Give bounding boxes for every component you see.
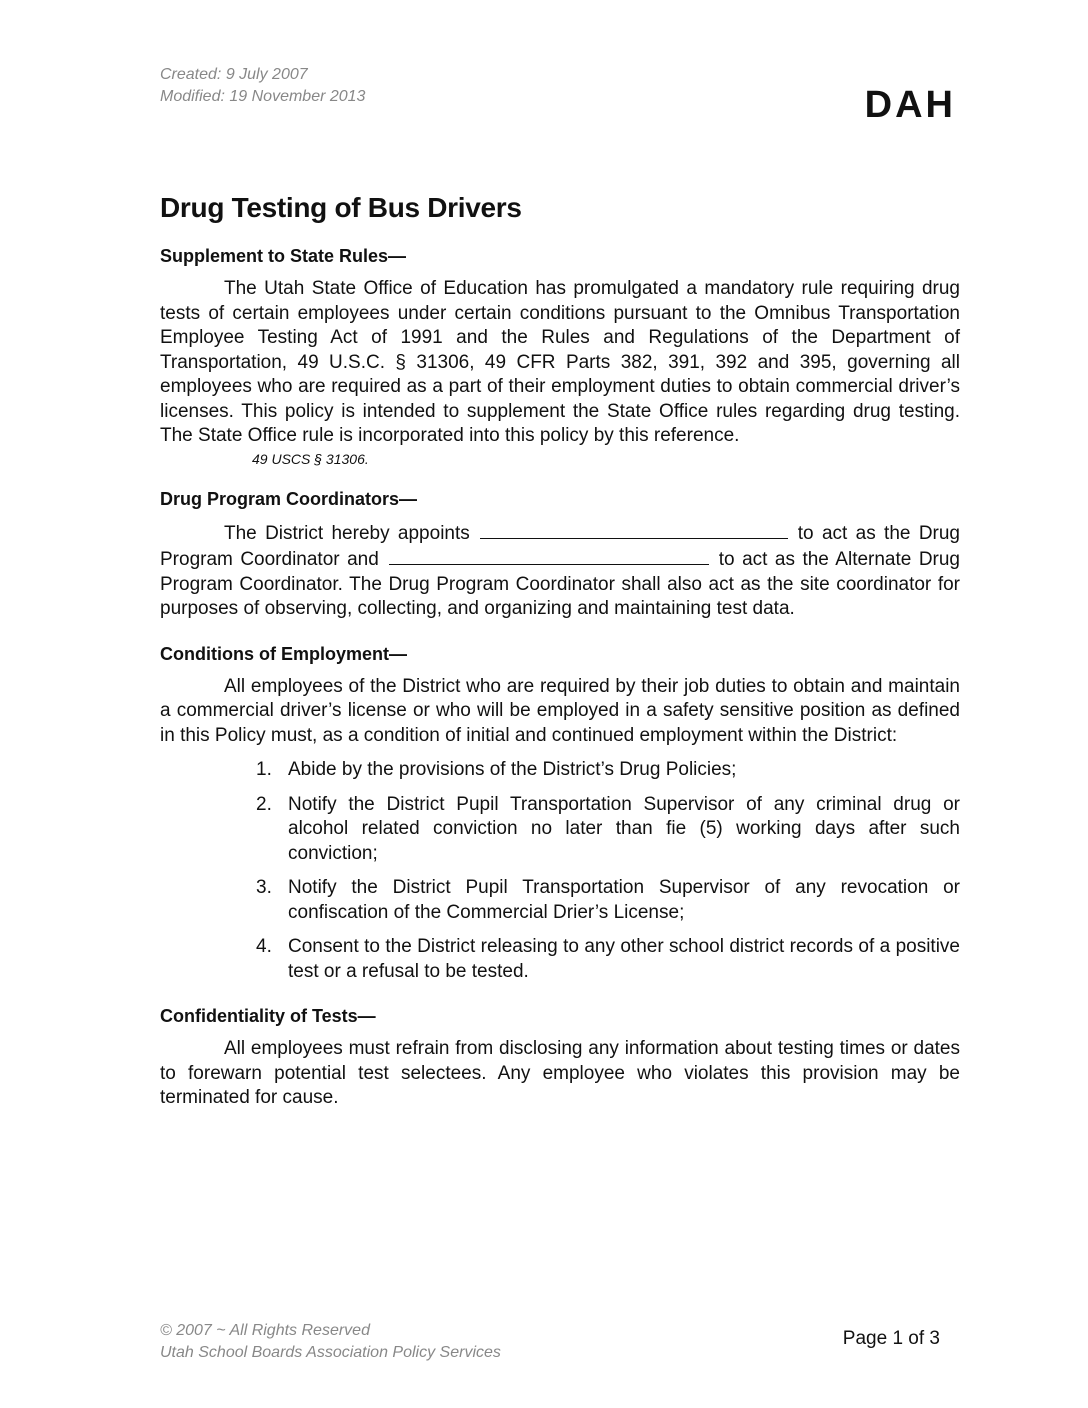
created-date: Created: 9 July 2007 [160,66,308,83]
modified-date: Modified: 19 November 2013 [160,88,366,105]
paragraph-text: to act as the Alternate Drug Program Coordinator. The Drug Program Coordinator shall also act as the site coordinator for purposes of observing, collecting, and organizing and maintaining test data. [160,549,960,619]
section-paragraph [160,520,960,622]
list-number: 1. [256,759,272,780]
conditions-list [160,758,960,984]
document-meta [160,64,365,108]
organization-name: Utah School Boards Association Policy Services [160,1344,501,1361]
list-item [160,935,960,984]
list-item [160,876,960,925]
footer-copyright-block [160,1320,501,1364]
document-body [160,192,960,1133]
section-employment [160,644,960,985]
section-coordinators [160,489,960,622]
coordinator-name-blank[interactable] [480,520,788,539]
list-text: Notify the District Pupil Transportation Supervisor of any criminal drug or alcohol related conviction no later than fie (5) working days after such conviction; [288,793,960,864]
page-number: Page 1 of 3 [842,1328,940,1349]
list-item [160,758,960,783]
legal-citation: 49 USCS § 31306. [252,450,369,467]
list-number: 2. [256,793,272,815]
list-item [160,793,960,867]
list-number: 3. [256,877,272,898]
paragraph-text: to act as the Drug Program Coordinator and [160,522,961,570]
paragraph-text: The District hereby appoints [224,522,470,544]
copyright-text: © 2007 ~ All Rights Reserved [160,1322,370,1339]
alternate-coordinator-name-blank[interactable] [389,546,709,565]
section-paragraph: All employees of the District who are required by their job duties to obtain and maintain a commercial driver’s license or who will be employed in a safety sensitive position as defined in this Policy must, as a condition of initial and continued employment within the District: [160,675,960,746]
section-paragraph: All employees must refrain from disclosing any information about testing times or dates to forewarn potential test selectees. Any employee who violates this provision may be terminated for cause. [160,1038,960,1108]
list-text: Consent to the District releasing to any other school district records of a positive test or a refusal to be tested. [288,936,960,982]
list-text: Abide by the provisions of the District’s Drug Policies; [288,759,737,780]
section-paragraph: The Utah State Office of Education has promulgated a mandatory rule requiring drug tests of certain employees under certain conditions pursuant to the Omnibus Transportation Employee Testing Act of 1991 and the Rules and Regulations of the Department of Transportation, 49 U.S.C. § 31306, 49 CFR Parts 382, 391, 392 and 395, governing all employees who are required as a part of their employment duties to obtain commercial driver’s licenses. This policy is intended to supplement the State Office rules regarding drug testing. The State Office rule is incorporated into this policy by this reference. [160,278,960,446]
document-title: Drug Testing of Bus Drivers [160,192,522,223]
list-number: 4. [256,936,272,957]
section-heading: Drug Program Coordinators— [160,488,418,509]
section-supplement [160,246,960,467]
section-heading: Conditions of Employment— [160,643,407,664]
section-confidentiality [160,1006,960,1111]
policy-code: DAH [864,84,956,126]
section-heading: Confidentiality of Tests— [160,1006,376,1026]
list-text: Notify the District Pupil Transportation Supervisor of any revocation or confiscation of the Commercial Drier’s License; [288,877,960,923]
section-heading: Supplement to State Rules— [160,246,407,266]
